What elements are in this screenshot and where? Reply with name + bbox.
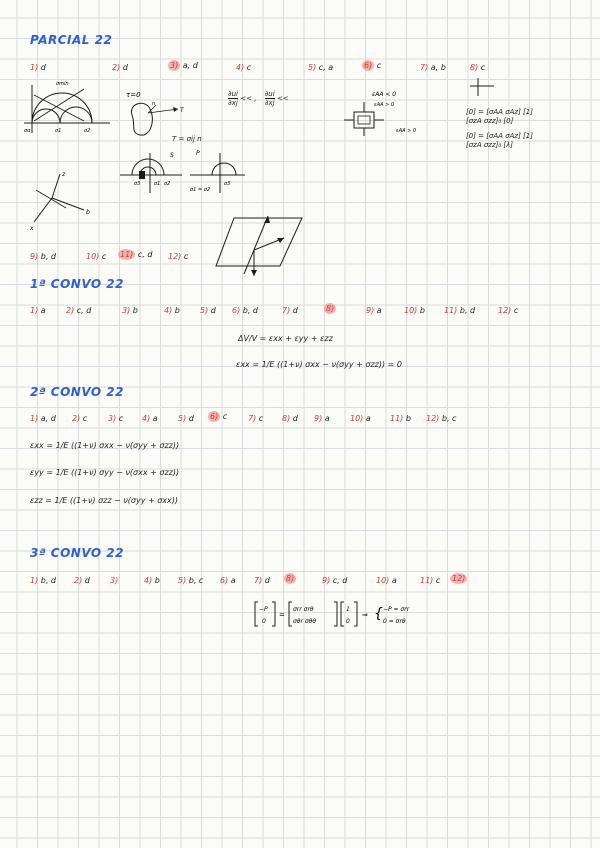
hooke-eq-xx: εxx = 1/E ((1+ν) σxx − ν(σyy + σzz)) (30, 441, 180, 450)
hooke-eq-zz: εzz = 1/E ((1+ν) σzz − ν(σyy + σxx)) (30, 496, 179, 505)
axis-label-b: b (86, 209, 90, 216)
answer-p5: 5) c, a (308, 63, 334, 72)
answer-c2-6: 6) c (210, 412, 228, 421)
sketch2-label-a: τ=0 (126, 91, 141, 99)
answer-c2-12: 12) b, c (426, 414, 457, 423)
answer-p9: 9) b, d (30, 252, 57, 261)
matrix-cell-b: 0 (262, 618, 266, 625)
sketch2-label-c: T (180, 107, 184, 114)
mohr-label-e: σ3 (224, 181, 231, 187)
answer-c3-7: 7) d (254, 576, 270, 585)
answer-c2-7: 7) c (248, 414, 264, 423)
mohr-circles-pair (120, 145, 250, 195)
matrix-cell-a: −P (259, 606, 268, 613)
sketch1-label-a: σα (24, 128, 31, 134)
answer-c1-5: 5) d (200, 306, 216, 315)
matrix-cell-d: σθr σθθ (293, 618, 316, 625)
answer-c1-11: 11) b, d (444, 306, 476, 315)
small-axes-icon (468, 76, 498, 100)
matrix-eq-1: [0] = [σAA σAz] [1] [σzA σzz]₀ [0] (466, 108, 533, 125)
answer-p4: 4) c (236, 63, 252, 72)
answer-c3-5: 5) b, c (178, 576, 204, 585)
3d-axes-sketch (28, 168, 98, 233)
answer-c3-10: 10) a (376, 576, 397, 585)
answer-c1-6: 6) b, d (232, 306, 259, 315)
mohr-label-c: σ2 (164, 181, 171, 187)
answer-c1-8: 8) (326, 304, 335, 313)
mohr-label-d: σ1 = σ2 (190, 187, 211, 193)
svg-text:⇒: ⇒ (362, 611, 368, 619)
sketch3-label-a: εAA < 0 (372, 91, 397, 98)
answer-c1-1: 1) a (30, 306, 46, 315)
answer-c3-12: 12) (452, 574, 466, 583)
answer-c1-12: 12) c (498, 306, 519, 315)
section-title-convo2: 2ª CONVO 22 (30, 385, 124, 399)
answer-c3-2: 2) d (74, 576, 90, 585)
answer-p7: 7) a, b (420, 63, 446, 72)
answer-c2-2: 2) c (72, 414, 88, 423)
strain-element-sketch (340, 88, 420, 138)
answer-p6: 6) c (364, 61, 382, 70)
hooke-eq-yy: εyy = 1/E ((1+ν) σyy − ν(σxx + σzz)) (30, 468, 180, 477)
answer-p3: 3) a, d (170, 61, 198, 70)
answer-c2-1: 1) a, d (30, 414, 56, 423)
svg-text:=: = (279, 611, 285, 619)
answer-p1: 1) d (30, 63, 46, 72)
answer-c2-9: 9) a (314, 414, 330, 423)
matrix-cell-c: σrr σrθ (293, 606, 314, 613)
answer-c1-10: 10) b (404, 306, 425, 315)
svg-text:{: { (374, 606, 383, 622)
axis-label-z: z (62, 171, 66, 178)
section-title-convo1: 1ª CONVO 22 (30, 277, 124, 291)
answer-c3-4: 4) b (144, 576, 160, 585)
volume-strain-eq: ΔV/V = εxx + εyy + εzz (238, 334, 333, 343)
mohr-label-a: σ3 (134, 181, 141, 187)
answer-p11: 11) c, d (120, 250, 153, 259)
answer-c3-8: 8) (286, 574, 295, 583)
traction-formula: T = σij n (172, 135, 202, 143)
answer-p8: 8) c (470, 63, 486, 72)
answer-c2-10: 10) a (350, 414, 371, 423)
mohr-label-f: S (170, 152, 174, 159)
matrix-cell-e: 1 (346, 606, 350, 613)
section-title-convo3: 3ª CONVO 22 (30, 546, 124, 560)
answer-c2-4: 4) a (142, 414, 158, 423)
matrix-cell-f: 0 (346, 618, 350, 625)
answer-c2-3: 3) c (108, 414, 124, 423)
strain-xx-eq: εxx = 1/E ((1+ν) σxx − ν(σyy + σzz)) = 0 (236, 360, 402, 369)
answer-c1-4: 4) b (164, 306, 180, 315)
sketch2-label-b: n (152, 101, 156, 107)
mohr-label-g: P (196, 150, 200, 157)
answer-c3-6: 6) a (220, 576, 236, 585)
result-line-1: −P = σrr (383, 606, 410, 613)
answer-c1-2: 2) c, d (66, 306, 92, 315)
sketch3-label-c: εAA > 0 (396, 128, 417, 134)
sketch1-label-d: σmín (56, 81, 69, 87)
answer-p12: 12) c (168, 252, 189, 261)
answer-p2: 2) d (112, 63, 128, 72)
sketch3-label-b: εAA > 0 (374, 102, 395, 108)
answer-p10: 10) c (86, 252, 107, 261)
axis-label-x: x (30, 225, 34, 232)
polar-stress-matrix-eq (252, 598, 442, 630)
answer-c3-11: 11) c (420, 576, 441, 585)
mohr-circle-sketch (22, 75, 112, 135)
answer-c3-9: 9) c, d (322, 576, 348, 585)
answer-c2-11: 11) b (390, 414, 411, 423)
result-line-2: 0 = σrθ (383, 618, 406, 625)
matrix-eq-2: [0] = [σAA σAz] [1] [σzA σzz]₀ [λ] (466, 132, 533, 149)
answer-c1-7: 7) d (282, 306, 298, 315)
section-title-parcial: PARCIAL 22 (30, 33, 113, 47)
answer-c3-3: 3) (110, 576, 119, 585)
answer-c1-9: 9) a (366, 306, 382, 315)
partials-row: $\frac{\partial ui}{\partial xj}$ << , $\frac{\partial ui}{\partial xj}$ << (228, 90, 289, 107)
mohr-label-b: σ1 (154, 181, 161, 187)
plane-vector-sketch (214, 210, 306, 280)
answer-c2-8: 8) d (282, 414, 298, 423)
answer-c3-1: 1) b, d (30, 576, 57, 585)
answer-c2-5: 5) d (178, 414, 194, 423)
sketch1-label-b: σ1 (55, 128, 62, 134)
answer-c1-3: 3) b (122, 306, 138, 315)
sketch1-label-c: σ2 (84, 128, 91, 134)
